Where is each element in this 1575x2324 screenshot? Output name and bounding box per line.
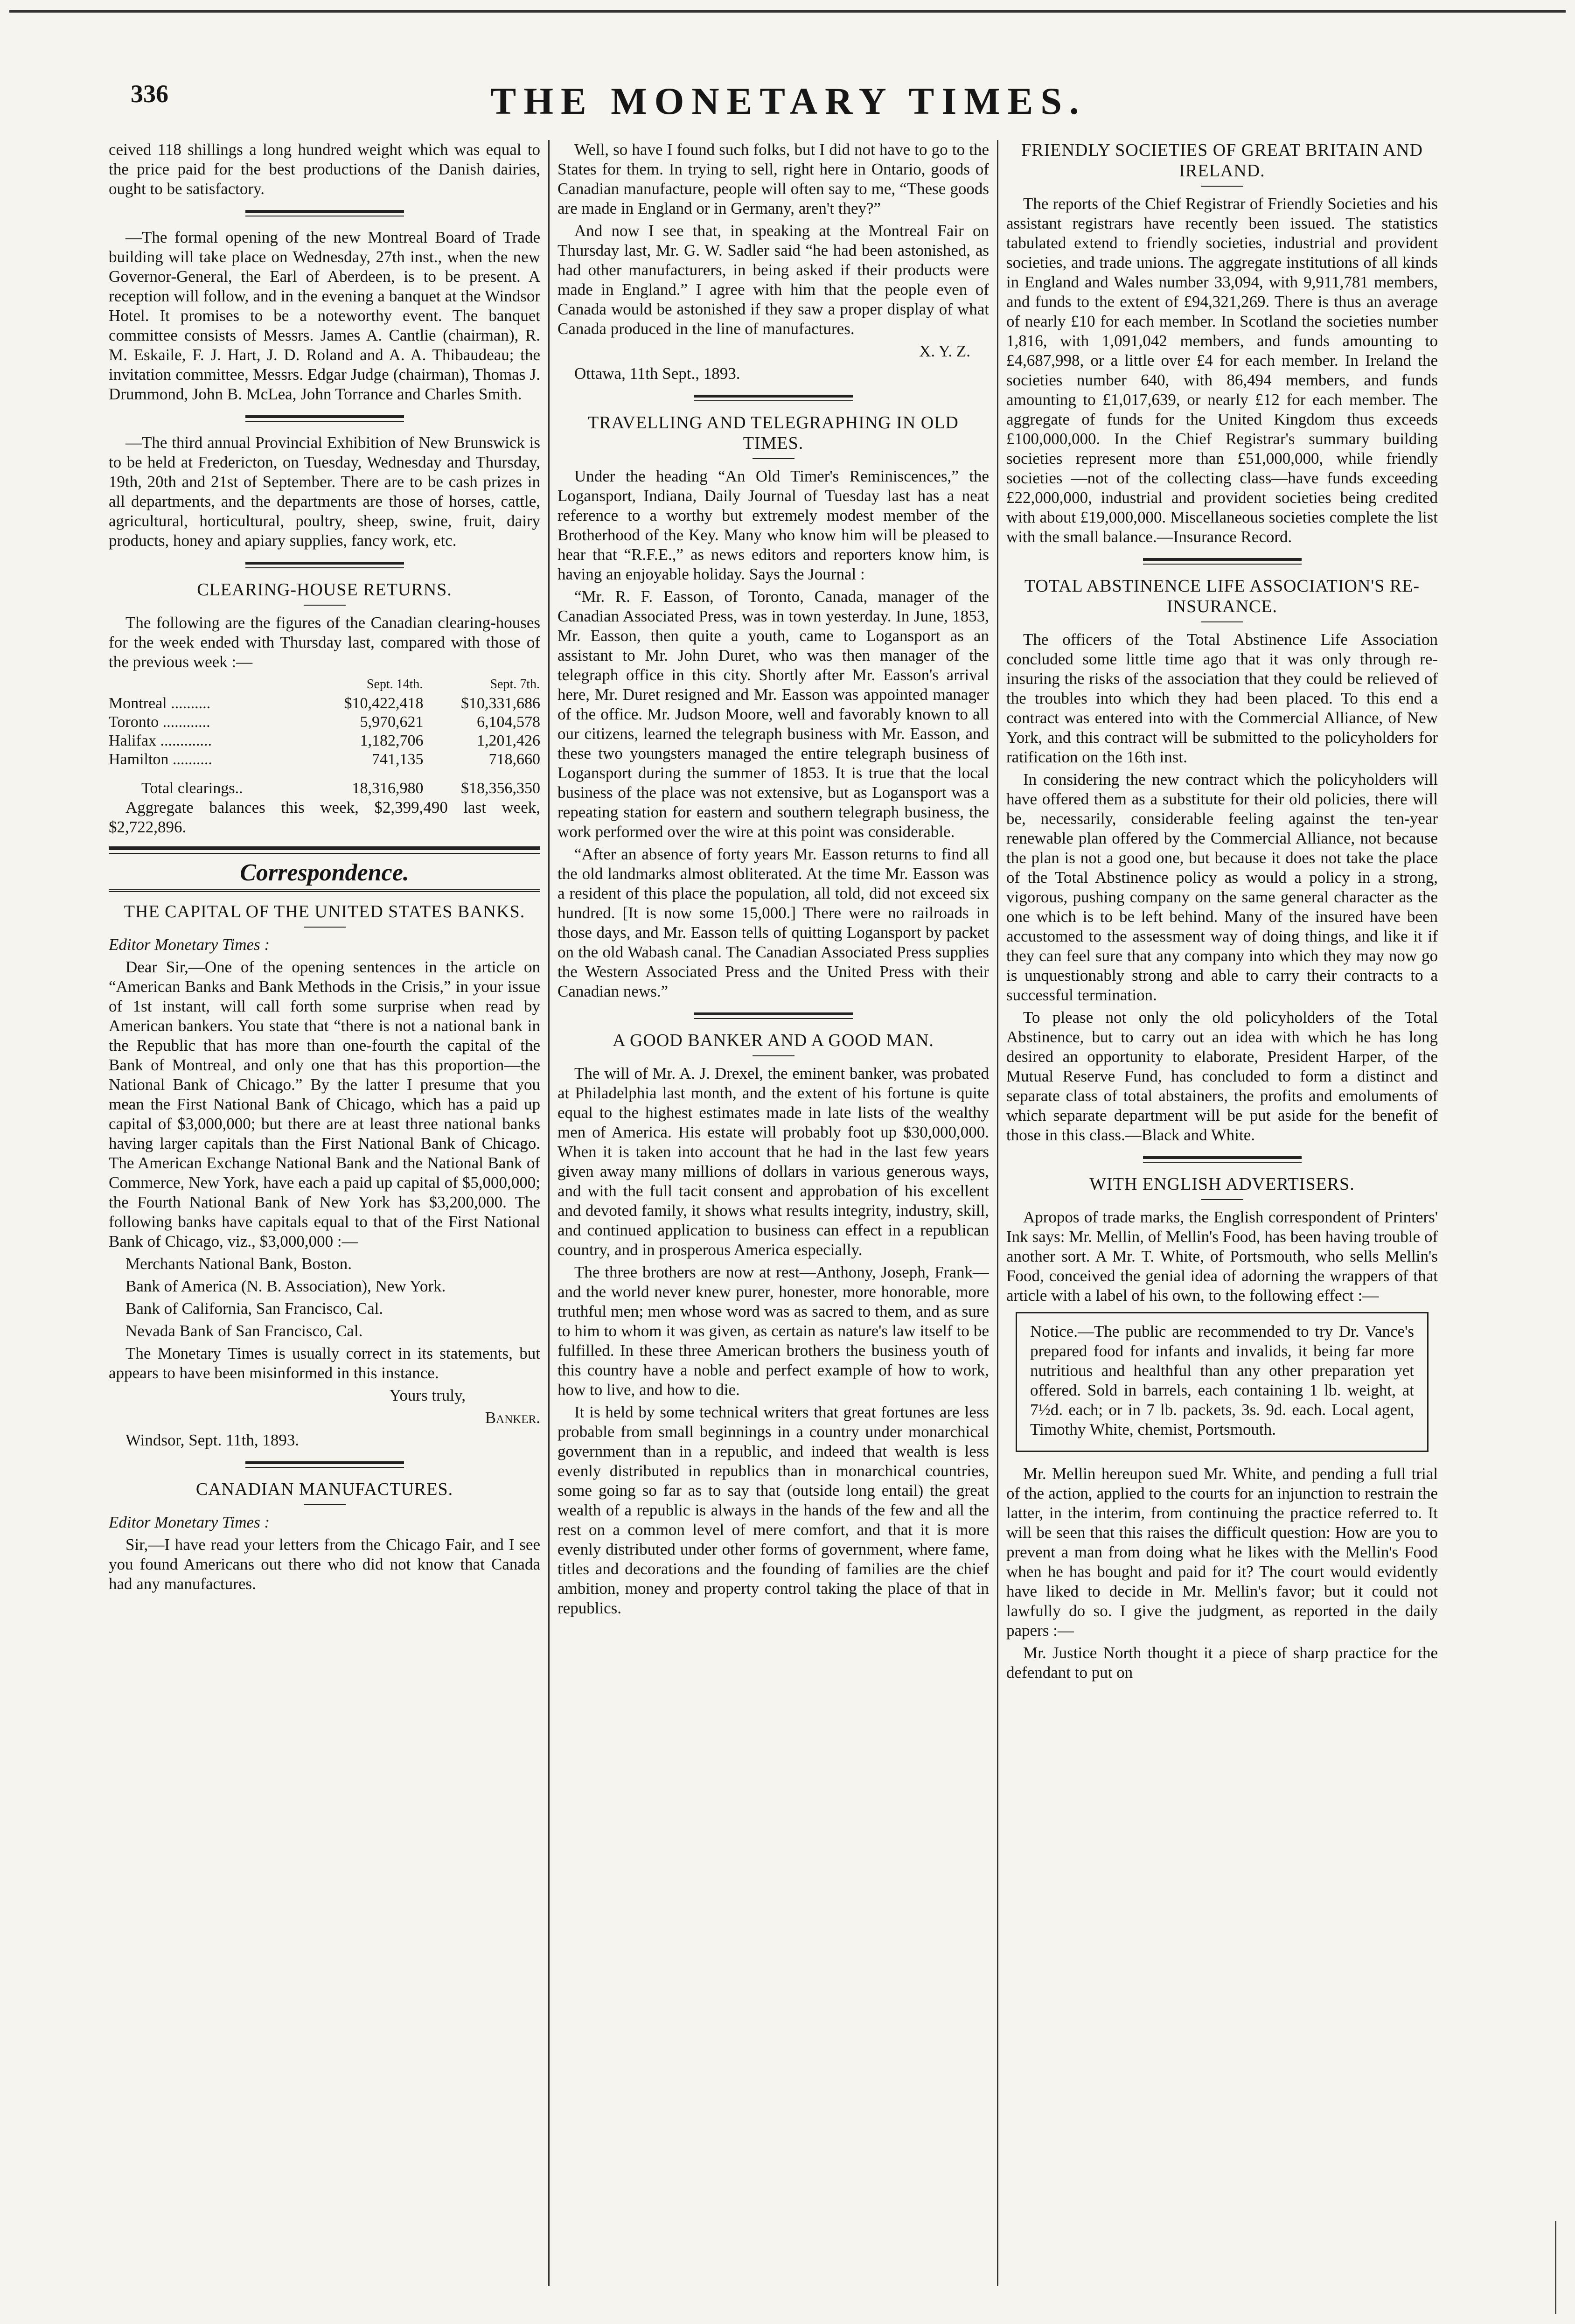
column-header: Sept. 14th. (366, 677, 423, 691)
city-cell: Toronto ............ (109, 713, 210, 731)
table-row (109, 750, 540, 769)
salutation: Editor Monetary Times : (109, 1513, 270, 1531)
column-separator (548, 140, 550, 2286)
divider (1143, 558, 1302, 565)
article-heading: TOTAL ABSTINENCE LIFE ASSOCIATION'S RE-INSURANCE. (1024, 576, 1420, 616)
closing: Yours truly, (389, 1386, 466, 1404)
article-heading: CLEARING-HOUSE RETURNS. (197, 580, 452, 600)
value-cell: 6,104,578 (477, 713, 540, 731)
column-1 (109, 140, 540, 2286)
section-divider (109, 889, 540, 892)
divider (753, 1055, 794, 1056)
dateline: Ottawa, 11th Sept., 1893. (574, 364, 740, 383)
article-heading: WITH ENGLISH ADVERTISERS. (1089, 1174, 1355, 1194)
value-cell: $10,422,418 (344, 695, 424, 712)
paragraph: The three brothers are now at rest—Anthony, Joseph, Frank—and the world never knew purer, honester, more honorable, more truthful men; men whose word was as sacred to them, and as sure to him to whom it was given, as certain as nature's law itself to be fulfilled. In these three American brothers the business youth of this country have a noble and perfect example of how to work, how to live, and how to die. (558, 1263, 989, 1399)
paragraph: Apropos of trade marks, the English correspondent of Printers' Ink says: Mr. Mellin, of Mellin's Food, has been having trouble of another sort. A Mr. T. White, of Portsmouth, who sells Mellin's Food, conceived the genial idea of adorning the wrappers of that article with a label of his own, to the following effect :— (1006, 1208, 1438, 1305)
paragraph: The officers of the Total Abstinence Life Association concluded some little time ago that it was only through re-insuring the risks of the association that they could be relieved of the troubles into which they had been placed. To this end a contract was entered into with the Commercial Alliance, of New York, and this contract will be submitted to the policyholders for ratification on the 16th inst. (1006, 630, 1438, 766)
value-cell: 741,135 (371, 751, 424, 768)
value-cell: 1,201,426 (477, 732, 540, 749)
paragraph: —The formal opening of the new Montreal Board of Trade building will take place on Wednesday, 27th inst., when the new Governor-General, the Earl of Aberdeen, is to be present. A reception will follow, and in the evening a banquet at the Windsor Hotel. It promises to be a noteworthy event. The banquet committee consists of Messrs. James A. Cantlie (chairman), R. M. Eskaile, F. J. Hart, J. D. Roland and A. A. Thibaudeau; the invitation committee, Messrs. Edgar Judge (chairman), Thomas J. Drummond, John B. McLea, John Torrance and Charles Smith. (109, 228, 540, 403)
table-row (109, 694, 540, 713)
paragraph: The will of Mr. A. J. Drexel, the eminent banker, was probated at Philadelphia last month, and the extent of his fortune is quite equal to the highest estimates made in late lists of the wealthy men of America. His estate will probably foot up $30,000,000. When it is taken into account that he had in the last few years given away many millions of dollars in various generous ways, and with the full tacit consent and approbation of his excellent and devoted family, it shows what results integrity, industry, skill, and continued application to business can effect in a republican country, and in prosperous America especially. (558, 1064, 989, 1259)
top-rule (9, 10, 1566, 13)
section-title: Correspondence. (240, 859, 409, 886)
notice-text: Notice.—The public are recommended to try Dr. Vance's prepared food for infants and invalids, it being far more nutritious and healthful than any other preparation yet offered. Sold in barrels, each containing 1 lb. weight, at 7½d. each; or in 7 lb. packets, 3s. 9d. each. Local agent, Timothy White, chemist, Portsmouth. (1030, 1322, 1414, 1438)
divider (245, 1461, 404, 1468)
paragraph: “After an absence of forty years Mr. Easson returns to find all the old landmarks almost obliterated. At the time Mr. Easson was a resident of this place the population, all told, did not exceed six hundred. [It is now some 15,000.] There were no railroads in those days, and Mr. Easson tells of quitting Logansport by packet on the old Wabash canal. The Canadian Associated Press supplies the Western Associated Press and the United Press with their Canadian news.” (558, 845, 989, 1000)
column-3 (1006, 140, 1438, 2286)
paragraph: And now I see that, in speaking at the Montreal Fair on Thursday last, Mr. G. W. Sadler said “he had been astonished, as had other manufacturers, in being asked if their products were made in England.” I agree with him that the people even of Canada would be astonished if they saw a proper display of what Canada produced in the line of manufactures. (558, 222, 989, 338)
column-header: Sept. 7th. (490, 677, 540, 691)
dateline: Windsor, Sept. 11th, 1893. (125, 1431, 300, 1449)
paragraph: Aggregate balances this week, $2,399,490 last week, $2,722,896. (109, 798, 540, 836)
table-row (109, 713, 540, 732)
divider (245, 210, 404, 216)
paragraph: ceived 118 shillings a long hundred weight which was equal to the price paid for the best productions of the Danish dairies, ought to be satisfactory. (109, 140, 540, 198)
table-header-row (109, 675, 540, 694)
city-cell: Halifax ............. (109, 732, 212, 749)
article-heading: TRAVELLING AND TELEGRAPHING IN OLD TIMES. (588, 413, 959, 453)
paragraph: Dear Sir,—One of the opening sentences in the article on “American Banks and Bank Methods in the Crisis,” in your issue of 1st instant, will call forth some surprise when read by American bankers. You state that “there is not a national bank in the Republic that has more than one-fourth the capital of the Bank of Montreal, and only one that has this proportion—the National Bank of Chicago.” By the latter I presume that you mean the First National Bank of Chicago, which has a paid up capital of $3,000,000; but there are at least three national banks having larger capitals than the First National Bank of Chicago. The American Exchange National Bank and the National Bank of Commerce, New York, have each a paid up capital of $5,000,000; the Fourth National Bank of New York has $3,200,000. The following banks have capitals equal to that of the First National Bank of Chicago, viz., $3,000,000 :— (109, 958, 540, 1250)
signature: Banker. (485, 1409, 540, 1427)
article-heading: CANADIAN MANUFACTURES. (195, 1480, 453, 1499)
divider (1201, 621, 1243, 622)
city-cell: Hamilton .......... (109, 751, 212, 768)
paragraph: To please not only the old policyholders of the Total Abstinence, but to carry out an idea with which he has long desired an opportunity to elaborate, President Harper, of the Mutual Reserve Fund, has concluded to form a distinct and separate class of total abstainers, the profits and emoluments of which separate department will be put aside for the benefit of those in this class.—Black and White. (1006, 1008, 1438, 1144)
page-header (112, 79, 1465, 121)
article-heading: A GOOD BANKER AND A GOOD MAN. (613, 1031, 934, 1050)
city-cell: Montreal .......... (109, 695, 211, 712)
divider (304, 605, 346, 606)
divider (245, 562, 404, 568)
total-label: Total clearings.. (141, 780, 243, 797)
divider (1201, 1199, 1243, 1200)
list-item: Bank of America (N. B. Association), New York. (125, 1277, 446, 1295)
edge-mark (1555, 2221, 1570, 2314)
paragraph: Mr. Justice North thought it a piece of sharp practice for the defendant to put on (1006, 1644, 1438, 1682)
paragraph: —The third annual Provincial Exhibition of New Brunswick is to be held at Fredericton, on Tuesday, Wednesday and Thursday, 19th, 20th and 21st of September. There are to be cash prizes in all departments, and the departments are those of horses, cattle, agricultural, horticultural, poultry, sheep, swine, fruit, dairy products, honey and apiary supplies, fancy work, etc. (109, 433, 540, 550)
value-cell: 5,970,621 (360, 713, 424, 731)
paragraph: It is held by some technical writers that great fortunes are less probable from small beginnings in a country under monarchical government than in a republic, and indeed that wealth is less evenly distributed in republics than in monarchical countries, some going so far as to say that (outside long entail) the great wealth of a republic is always in the hands of the few and all the rest on a common level of mere comfort, and that it is more evenly distributed under other forms of government, where fame, titles and decorations and the founding of families are the chief ambition, money and property control taking the place of that in republics. (558, 1403, 989, 1617)
divider (245, 415, 404, 422)
salutation: Editor Monetary Times : (109, 935, 270, 954)
page-number: 336 (131, 80, 168, 108)
total-value: 18,316,980 (352, 780, 424, 797)
masthead-title: THE MONETARY TIMES. (490, 80, 1087, 122)
value-cell: $10,331,686 (461, 695, 540, 712)
article-heading: THE CAPITAL OF THE UNITED STATES BANKS. (124, 902, 525, 921)
column-2 (558, 140, 989, 2286)
divider (1143, 1156, 1302, 1163)
total-value: $18,356,350 (461, 780, 540, 797)
value-cell: 1,182,706 (360, 732, 424, 749)
paragraph: The reports of the Chief Registrar of Friendly Societies and his assistant registrars have recently been issued. The statistics tabulated extend to friendly societies, industrial and provident societies, and trade unions. The aggregate institutions of all kinds in England and Wales number 33,094, with 9,911,781 members, and funds to the extent of £94,321,269. There is thus an average of nearly £10 for each member. In Scotland the societies number 1,816, with 1,091,042 members, and funds amounting to £4,687,998, or a little over £4 for each member. In Ireland the societies number 640, with 86,494 members, and funds amounting to £1,017,639, or nearly £12 for each member. The aggregate of funds for the United Kingdom thus exceeds £100,000,000. In the Chief Registrar's summary building societies represent more than £51,000,000, while friendly societies —not of the collecting class—have funds exceeding £22,000,000, industrial and provident societies being credited with about £19,000,000. Miscellaneous societies complete the list with the small balance.—Insurance Record. (1006, 195, 1438, 546)
notice-box (1016, 1312, 1429, 1452)
list-item: Bank of California, San Francisco, Cal. (125, 1299, 383, 1318)
paragraph: Mr. Mellin hereupon sued Mr. White, and pending a full trial of the action, applied to the courts for an injunction to restrain the latter, in the interim, from continuing the practice referred to. It will be seen that this raises the difficult question: How are you to prevent a man from doing what he likes with the Mellin's Food when he has bought and paid for it? The court would evidently have liked to decide in Mr. Mellin's favor; but it could not lawfully do so. I give the judgment, as reported in the daily papers :— (1006, 1465, 1438, 1640)
list-item: Nevada Bank of San Francisco, Cal. (125, 1322, 363, 1340)
table-row (109, 732, 540, 750)
paragraph: Under the heading “An Old Timer's Reminiscences,” the Logansport, Indiana, Daily Journal of Tuesday last has a neat reference to a worthy but extremely modest member of the Brotherhood of the Key. Many who know him will be pleased to hear that “R.F.E.,” as news editors and reporters know him, is having an enjoyable holiday. Says the Journal : (558, 467, 989, 583)
paragraph: “Mr. R. F. Easson, of Toronto, Canada, manager of the Canadian Associated Press, was in town yesterday. In June, 1853, Mr. Easson, then quite a youth, came to Logansport as an assistant to Mr. John Duret, who was then manager of the telegraph office in this city. Shortly after Mr. Easson's arrival here, Mr. Duret resigned and Mr. Easson was appointed manager of the office. Mr. Judson Moore, well and favorably known to all our citizens, learned the telegraph business with Mr. Easson, and these two youngsters managed the entire telegraph business of Logansport during the summer of 1853. It is true that the local business of the place was not extensive, but as Logansport was a repeating station for eastern and southern telegraph business, the work performed over the wire at this point was considerable. (558, 587, 989, 841)
article-heading: FRIENDLY SOCIETIES OF GREAT BRITAIN AND IRELAND. (1021, 140, 1423, 181)
divider (304, 1504, 346, 1505)
paragraph: In considering the new contract which the policyholders will have offered them as a substitute for their old policies, there will be, necessarily, considerable feeling against the ten-year renewable plan offered by the Commercial Alliance, not because the plan is not a good one, but because it does not take the place of the Total Abstinence policy as would a policy in a strong, vigorous, pushing company on the same general character as the one which is to be left behind. Many of the insured have been accustomed to the assessment way of doing things, and like it if they can feel sure that any company into which they may now go is unquestionably strong and able to carry their contracts to a successful termination. (1006, 770, 1438, 1004)
divider (1201, 186, 1243, 187)
section-divider (109, 846, 540, 854)
paragraph: Well, so have I found such folks, but I did not have to go to the States for them. In trying to sell, right here in Ontario, goods of Canadian manufacture, people will often say to me, “These goods are made in England or in Germany, aren't they?” (558, 140, 989, 217)
divider (753, 458, 794, 459)
value-cell: 718,660 (488, 751, 540, 768)
paragraph: Sir,—I have read your letters from the Chicago Fair, and I see you found Americans out there who did not know that Canada had any manufactures. (109, 1535, 540, 1593)
signature: X. Y. Z. (919, 342, 970, 360)
clearing-house-table (109, 675, 540, 798)
column-separator (997, 140, 998, 2286)
divider (304, 927, 346, 928)
table-total-row (109, 769, 540, 798)
divider (694, 1012, 853, 1019)
paragraph: The following are the figures of the Canadian clearing-houses for the week ended with Thursday last, compared with those of the previous week :— (109, 614, 540, 671)
list-item: Merchants National Bank, Boston. (125, 1255, 352, 1273)
paragraph: The Monetary Times is usually correct in its statements, but appears to have been misinformed in this instance. (109, 1344, 540, 1382)
divider (694, 395, 853, 401)
